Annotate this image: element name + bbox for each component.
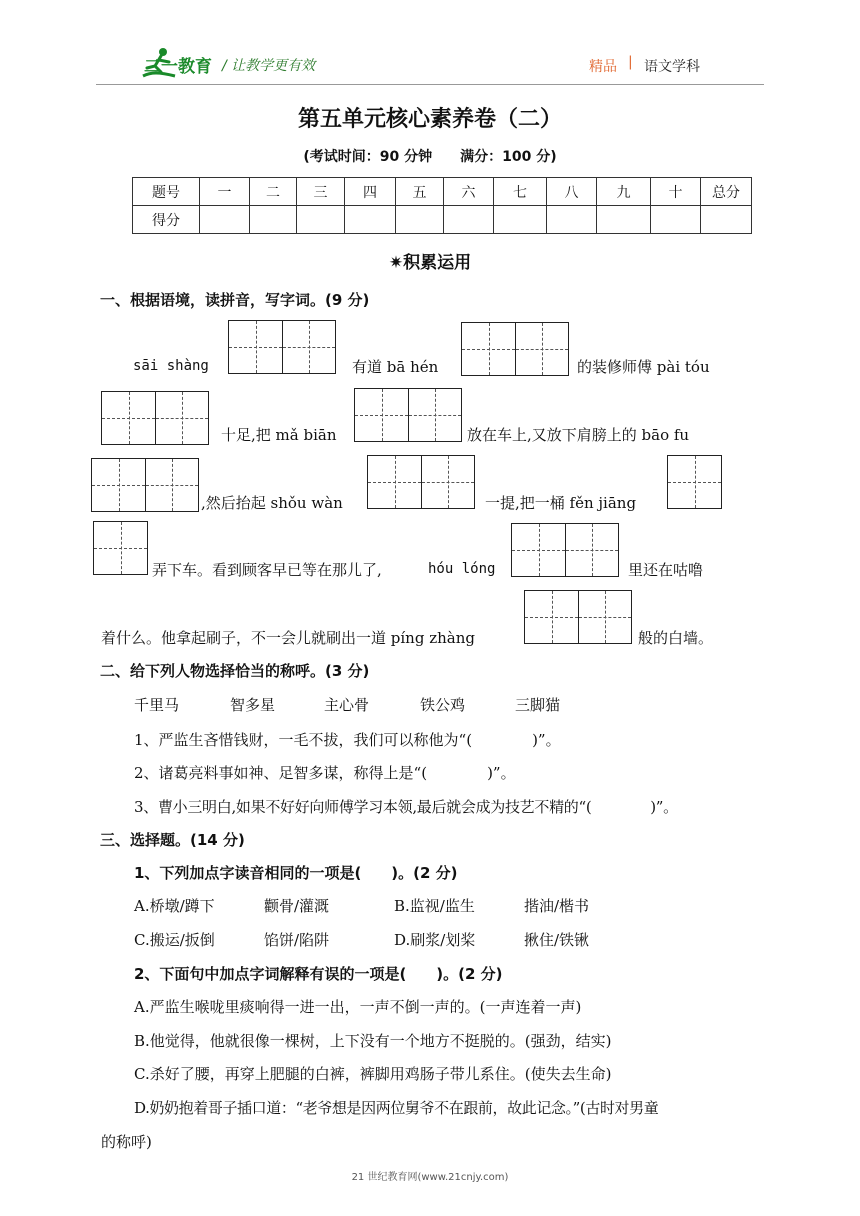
writing-box[interactable] (91, 458, 199, 512)
q1-text: 里还在咕噜 (628, 561, 704, 579)
option-word: 三脚猫 (515, 696, 561, 714)
tag-separator: | (628, 54, 633, 70)
section-heading: ✷积累运用 (388, 253, 472, 273)
q2-item: 1、严监生吝惜钱财，一毛不拔，我们可以称他为“( )”。 (134, 731, 561, 749)
score-cell: 六 (444, 178, 494, 206)
score-cell: 十 (651, 178, 701, 206)
score-cell: 一 (200, 178, 250, 206)
q1-text: sāi shàng (133, 358, 209, 374)
writing-box[interactable] (511, 523, 619, 577)
q1-text: 般的白墙。 (638, 629, 714, 647)
q1-text: hóu lóng (428, 561, 496, 577)
slogan: / 让教学更有效 (222, 58, 316, 74)
writing-box[interactable] (667, 455, 722, 509)
option-word: 千里马 (134, 696, 180, 714)
score-input[interactable] (444, 206, 494, 234)
choice: B.监视/监生 (394, 897, 475, 915)
score-input[interactable] (597, 206, 651, 234)
score-input[interactable] (200, 206, 250, 234)
choice: A.严监生喉咙里痰响得一进一出，一声不倒一声的。(一声连着一声) (134, 998, 582, 1016)
score-input[interactable] (250, 206, 297, 234)
q1-text: 一提,把一桶 fěn jiāng (485, 494, 637, 512)
q1-text: 放在车上,又放下肩膀上的 bāo fu (467, 426, 690, 444)
score-cell: 四 (345, 178, 396, 206)
choice: 颧骨/灌溉 (264, 897, 330, 915)
score-input[interactable] (345, 206, 396, 234)
score-cell: 八 (547, 178, 597, 206)
q2-item: 2、诸葛亮料事如神、足智多谋，称得上是“( )”。 (134, 764, 516, 782)
score-input[interactable] (396, 206, 444, 234)
writing-box[interactable] (524, 590, 632, 644)
score-cell: 题号 (133, 178, 200, 206)
choice: D.刷浆/划桨 (394, 931, 476, 949)
page-footer: 21 世纪教育网(www.21cnjy.com) (351, 1172, 509, 1183)
q1-text: 弄下车。看到顾客早已等在那儿了, (152, 561, 382, 579)
score-cell: 三 (297, 178, 345, 206)
choice: 馅饼/陷阱 (264, 931, 330, 949)
question-1-title: 一、根据语境，读拼音，写字词。(9 分) (100, 291, 370, 309)
tag-subject: 语文学科 (644, 59, 700, 75)
q3-sub2: 2、下面句中加点字词解释有误的一项是( )。(2 分) (134, 965, 503, 983)
score-table (132, 177, 752, 234)
score-input[interactable] (651, 206, 701, 234)
q1-text: 着什么。他拿起刷子，不一会儿就刷出一道 píng zhàng (101, 629, 475, 647)
writing-box[interactable] (93, 521, 148, 575)
choice: 揩油/楷书 (524, 897, 590, 915)
choice: B.他觉得，他就很像一棵树，上下没有一个地方不挺脱的。(强劲，结实) (134, 1032, 612, 1050)
score-label: 得分 (133, 206, 200, 234)
choice: 揪住/铁锹 (524, 931, 590, 949)
writing-box[interactable] (101, 391, 209, 445)
score-input[interactable] (494, 206, 547, 234)
tag-premium: 精品 (589, 59, 617, 75)
question-2-title: 二、给下列人物选择恰当的称呼。(3 分) (100, 662, 370, 680)
option-word: 主心骨 (324, 696, 370, 714)
q1-text: 有道 bā hén (352, 358, 439, 376)
score-input[interactable] (701, 206, 752, 234)
q1-text: 的装修师傅 pài tóu (577, 358, 710, 376)
score-cell: 五 (396, 178, 444, 206)
question-3-title: 三、选择题。(14 分) (100, 831, 245, 849)
score-cell: 七 (494, 178, 547, 206)
score-row (133, 206, 752, 234)
choice: C.杀好了腰，再穿上肥腿的白裤，裤脚用鸡肠子带儿系住。(使失去生命) (134, 1065, 612, 1083)
exam-info: (考试时间：90 分钟 满分：100 分) (303, 149, 557, 165)
score-cell: 总分 (701, 178, 752, 206)
q2-item: 3、曹小三明白,如果不好好向师傅学习本领,最后就会成为技艺不精的“( )”。 (134, 798, 678, 816)
score-input[interactable] (547, 206, 597, 234)
writing-box[interactable] (461, 322, 569, 376)
q3-sub1: 1、下列加点字读音相同的一项是( )。(2 分) (134, 864, 458, 882)
score-input[interactable] (297, 206, 345, 234)
choice: A.桥墩/蹲下 (134, 897, 215, 915)
option-word: 智多星 (230, 696, 276, 714)
page-title: 第五单元核心素养卷（二） (297, 107, 562, 132)
choice: D.奶奶抱着哥子插口道：“老爷想是因两位舅爷不在跟前，故此记念。”(古时对男童 (134, 1099, 659, 1117)
score-cell: 九 (597, 178, 651, 206)
choice: C.搬运/扳倒 (134, 931, 215, 949)
writing-box[interactable] (354, 388, 462, 442)
choice: 的称呼) (101, 1133, 152, 1151)
logo-text: 二一教育 (144, 57, 212, 77)
score-header-row (133, 178, 752, 206)
score-cell: 二 (250, 178, 297, 206)
writing-box[interactable] (367, 455, 475, 509)
option-word: 铁公鸡 (420, 696, 466, 714)
q1-text: 十足,把 mǎ biān (221, 426, 337, 444)
writing-box[interactable] (228, 320, 336, 374)
q1-text: ,然后抬起 shǒu wàn (201, 494, 343, 512)
header-divider (96, 84, 764, 85)
